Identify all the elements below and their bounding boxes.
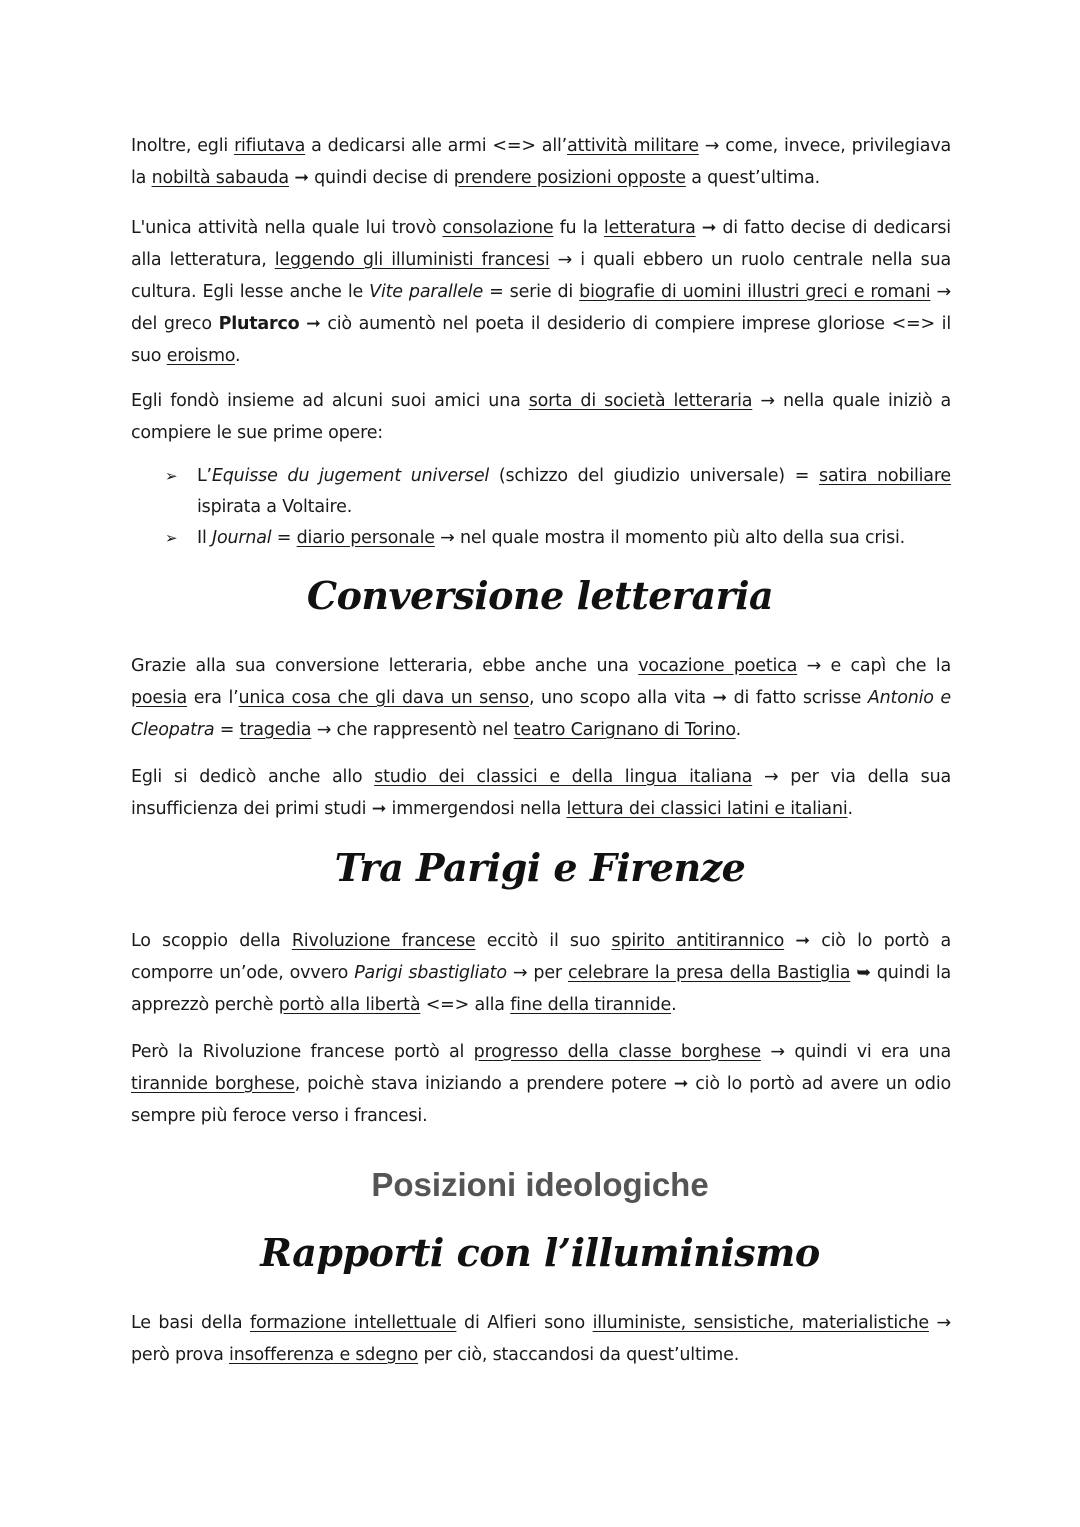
text: L'unica attività nella quale lui trovò [131,218,443,238]
paragraph-classics [131,761,951,825]
text: → nella quale iniziò a compiere le sue prime opere: [131,391,952,443]
text: di Alfieri sono [456,1313,593,1333]
underlined-text: tragedia [239,720,312,740]
underlined-text: Rivoluzione francese [291,931,476,951]
underlined-text: attività militare [567,136,699,156]
text: Lo scoppio della [131,931,292,951]
underlined-text: fine della tirannide [510,995,672,1015]
underlined-text: lettura dei classici latini e italiani [566,799,848,819]
underlined-text: portò alla libertà [278,995,421,1015]
text: ➥ quindi la apprezzò perchè [131,963,952,1015]
heading-parigi-firenze: Tra Parigi e Firenze [334,845,746,890]
underlined-text: insofferenza e sdegno [229,1345,419,1365]
paragraph-literature [131,212,951,372]
underlined-text: tirannide borghese [131,1074,295,1094]
text: Inoltre, egli [131,136,235,156]
list-item [165,461,951,523]
underlined-text: letteratura [603,218,696,238]
text: → che rappresentò nel [311,720,514,740]
text: Le basi della [131,1313,251,1333]
text: → però prova [131,1313,952,1365]
text: → per [506,963,568,983]
underlined-text: leggendo gli illuministi francesi [274,250,550,270]
text: . [847,799,853,819]
underlined-text: teatro Carignano di Torino [513,720,736,740]
underlined-text: celebrare la presa della Bastiglia [567,963,851,983]
underlined-text: biografie di uomini illustri greci e romani [579,282,931,302]
text: per ciò, staccandosi da quest’ultime. [418,1345,740,1365]
underlined-text: studio dei classici e della lingua italiana [374,767,753,787]
text: → del greco [131,282,951,334]
section-title: Posizioni ideologiche [371,1166,709,1203]
italic-text: Antonio e Cleopatra [131,688,951,740]
underlined-text: prendere posizioni opposte [453,168,686,188]
underlined-text: nobiltà sabauda [151,168,289,188]
text: = [214,720,240,740]
paragraph-military [131,130,951,194]
text: → come, invece, privilegiava la [131,136,952,188]
italic-text: Parigi sbastigliato [354,963,507,983]
arrow-bullet-icon: ➢ [165,467,178,485]
text: , uno scopo alla vita ➞ di fatto scrisse [528,688,868,708]
underlined-text: unica cosa che gli dava un senso [238,688,529,708]
underlined-text: sorta di società letteraria [528,391,753,411]
italic-text: Equisse du jugement universel [211,466,490,486]
text: ispirata a Voltaire. [197,497,353,517]
text: → nel quale mostra il momento più alto della sua crisi. [434,528,906,548]
text: Il [197,528,212,548]
text: a dedicarsi alle armi <=> all’ [305,136,568,156]
text: . [671,995,677,1015]
italic-text: Vite parallele [369,282,484,302]
text: eccitò il suo [475,931,612,951]
works-list [165,461,951,554]
underlined-text: spirito antitirannico [611,931,785,951]
heading-illuminismo: Rapporti con l’illuminismo [260,1230,820,1275]
text: , poichè stava iniziando a prendere potere ➞ ciò lo portò ad avere un odio sempre più feroce verso i francesi. [131,1074,951,1126]
underlined-text: progresso della classe borghese [473,1042,761,1062]
italic-text: Journal [212,528,272,548]
text: (schizzo del giudizio universale) = [489,466,819,486]
text: → i quali ebbero un ruolo centrale nella sua cultura. Egli lesse anche le [131,250,951,302]
underlined-text: vocazione poetica [638,656,798,676]
list-item [165,523,951,554]
text: Egli si dedicò anche allo [131,767,375,787]
text: . [735,720,741,740]
underlined-text: illuministe, sensistiche, materialistiche [592,1313,929,1333]
text: <=> alla [420,995,511,1015]
text: ➞ ciò aumentò nel poeta il desiderio di compiere imprese gloriose <=> il suo [131,314,951,366]
text: → quindi vi era una [760,1042,951,1062]
text: Egli fondò insieme ad alcuni suoi amici una [131,391,529,411]
underlined-text: consolazione [442,218,554,238]
bold-text: Plutarco [218,314,300,334]
heading-conversione: Conversione letteraria [306,573,774,618]
paragraph-revolution [131,925,951,1021]
text: = [271,528,297,548]
text: ➞ ciò lo portò a comporre un’ode, ovvero [131,931,951,983]
paragraph-vocation [131,650,951,746]
arrow-bullet-icon: ➢ [165,529,178,547]
text: Grazie alla sua conversione letteraria, ebbe anche una [131,656,639,676]
text: era l’ [187,688,239,708]
text: → e capì che la [797,656,951,676]
text: fu la [553,218,604,238]
underlined-text: satira nobiliare [818,466,952,486]
underlined-text: diario personale [296,528,435,548]
text: → per via della sua insufficienza dei primi studi ➞ immergendosi nella [131,767,951,819]
paragraph-bourgeois [131,1036,951,1132]
text: L’ [197,466,212,486]
text: a quest’ultima. [685,168,820,188]
text: . [235,346,241,366]
paragraph-society [131,385,951,449]
paragraph-enlightenment [131,1307,951,1371]
text: ➞ di fatto decise di dedicarsi alla letteratura, [131,218,951,270]
text: ➞ quindi decise di [288,168,454,188]
underlined-text: eroismo [166,346,235,366]
underlined-text: poesia [131,688,188,708]
underlined-text: formazione intellettuale [250,1313,457,1333]
text: Però la Rivoluzione francese portò al [131,1042,474,1062]
text: = serie di [483,282,580,302]
underlined-text: rifiutava [234,136,306,156]
